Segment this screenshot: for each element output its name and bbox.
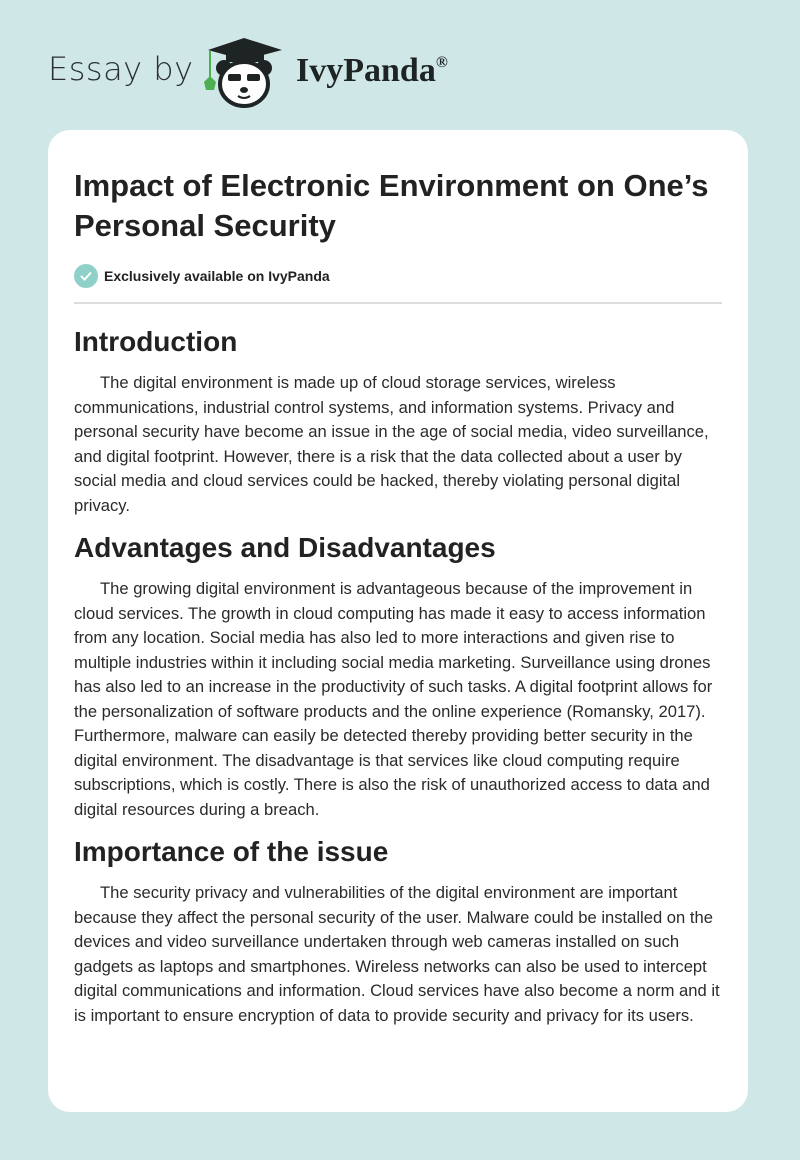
section-paragraph: The growing digital environment is advantageous because of the improvement in cloud services. The growth in cloud computing has made it easy to access information from any location. Social media has also led to more interactions and given rise to multiple industries within it including social media marketing. Surveillance using drones has also led to an increase in the productivity of such tasks. A digital footprint allows for the personalization of software products and the online experience (Romansky, 2017). Furthermore, malware can easily be detected thereby providing better security in the digital environment. The disadvantage is that services like cloud computing require subscriptions, which is costly. There is also the risk of unauthorized access to data and digital resources during a breach. (74, 579, 713, 819)
essay-title: Impact of Electronic Environment on One’s Personal Security (74, 168, 709, 243)
exclusive-badge (74, 264, 330, 288)
divider (74, 302, 722, 304)
essay-by-label: Essay by (48, 50, 194, 88)
brand-name[interactable]: IvyPanda® (296, 52, 448, 89)
check-icon (74, 264, 98, 288)
essay-body (74, 324, 724, 1040)
section-introduction (74, 324, 724, 518)
section-importance (74, 834, 724, 1028)
section-heading: Advantages and Disadvantages (74, 532, 496, 563)
section-paragraph: The digital environment is made up of cloud storage services, wireless communications, industrial control systems, and information systems. Privacy and personal security have become an issue in the age of social media, video surveillance, and digital footprint. However, there is a risk that the data collected about a user by social media and cloud services could be hacked, thereby violating personal digital privacy. (74, 373, 709, 515)
section-advantages (74, 530, 724, 822)
site-header (0, 0, 800, 130)
badge-text: Exclusively available on IvyPanda (104, 268, 330, 284)
panda-logo-icon[interactable] (200, 36, 290, 108)
essay-card (48, 130, 748, 1112)
section-heading: Introduction (74, 326, 238, 357)
section-heading: Importance of the issue (74, 836, 389, 867)
section-paragraph: The security privacy and vulnerabilities of the digital environment are important because they affect the personal security of the user. Malware could be installed on the devices and video surveillance undertaken through web cameras installed on such gadgets as laptops and smartphones. Wireless networks can also be used to intercept digital communications and information. Cloud services have also become a norm and it is important to ensure encryption of data to provide security and privacy for its users. (74, 883, 720, 1025)
